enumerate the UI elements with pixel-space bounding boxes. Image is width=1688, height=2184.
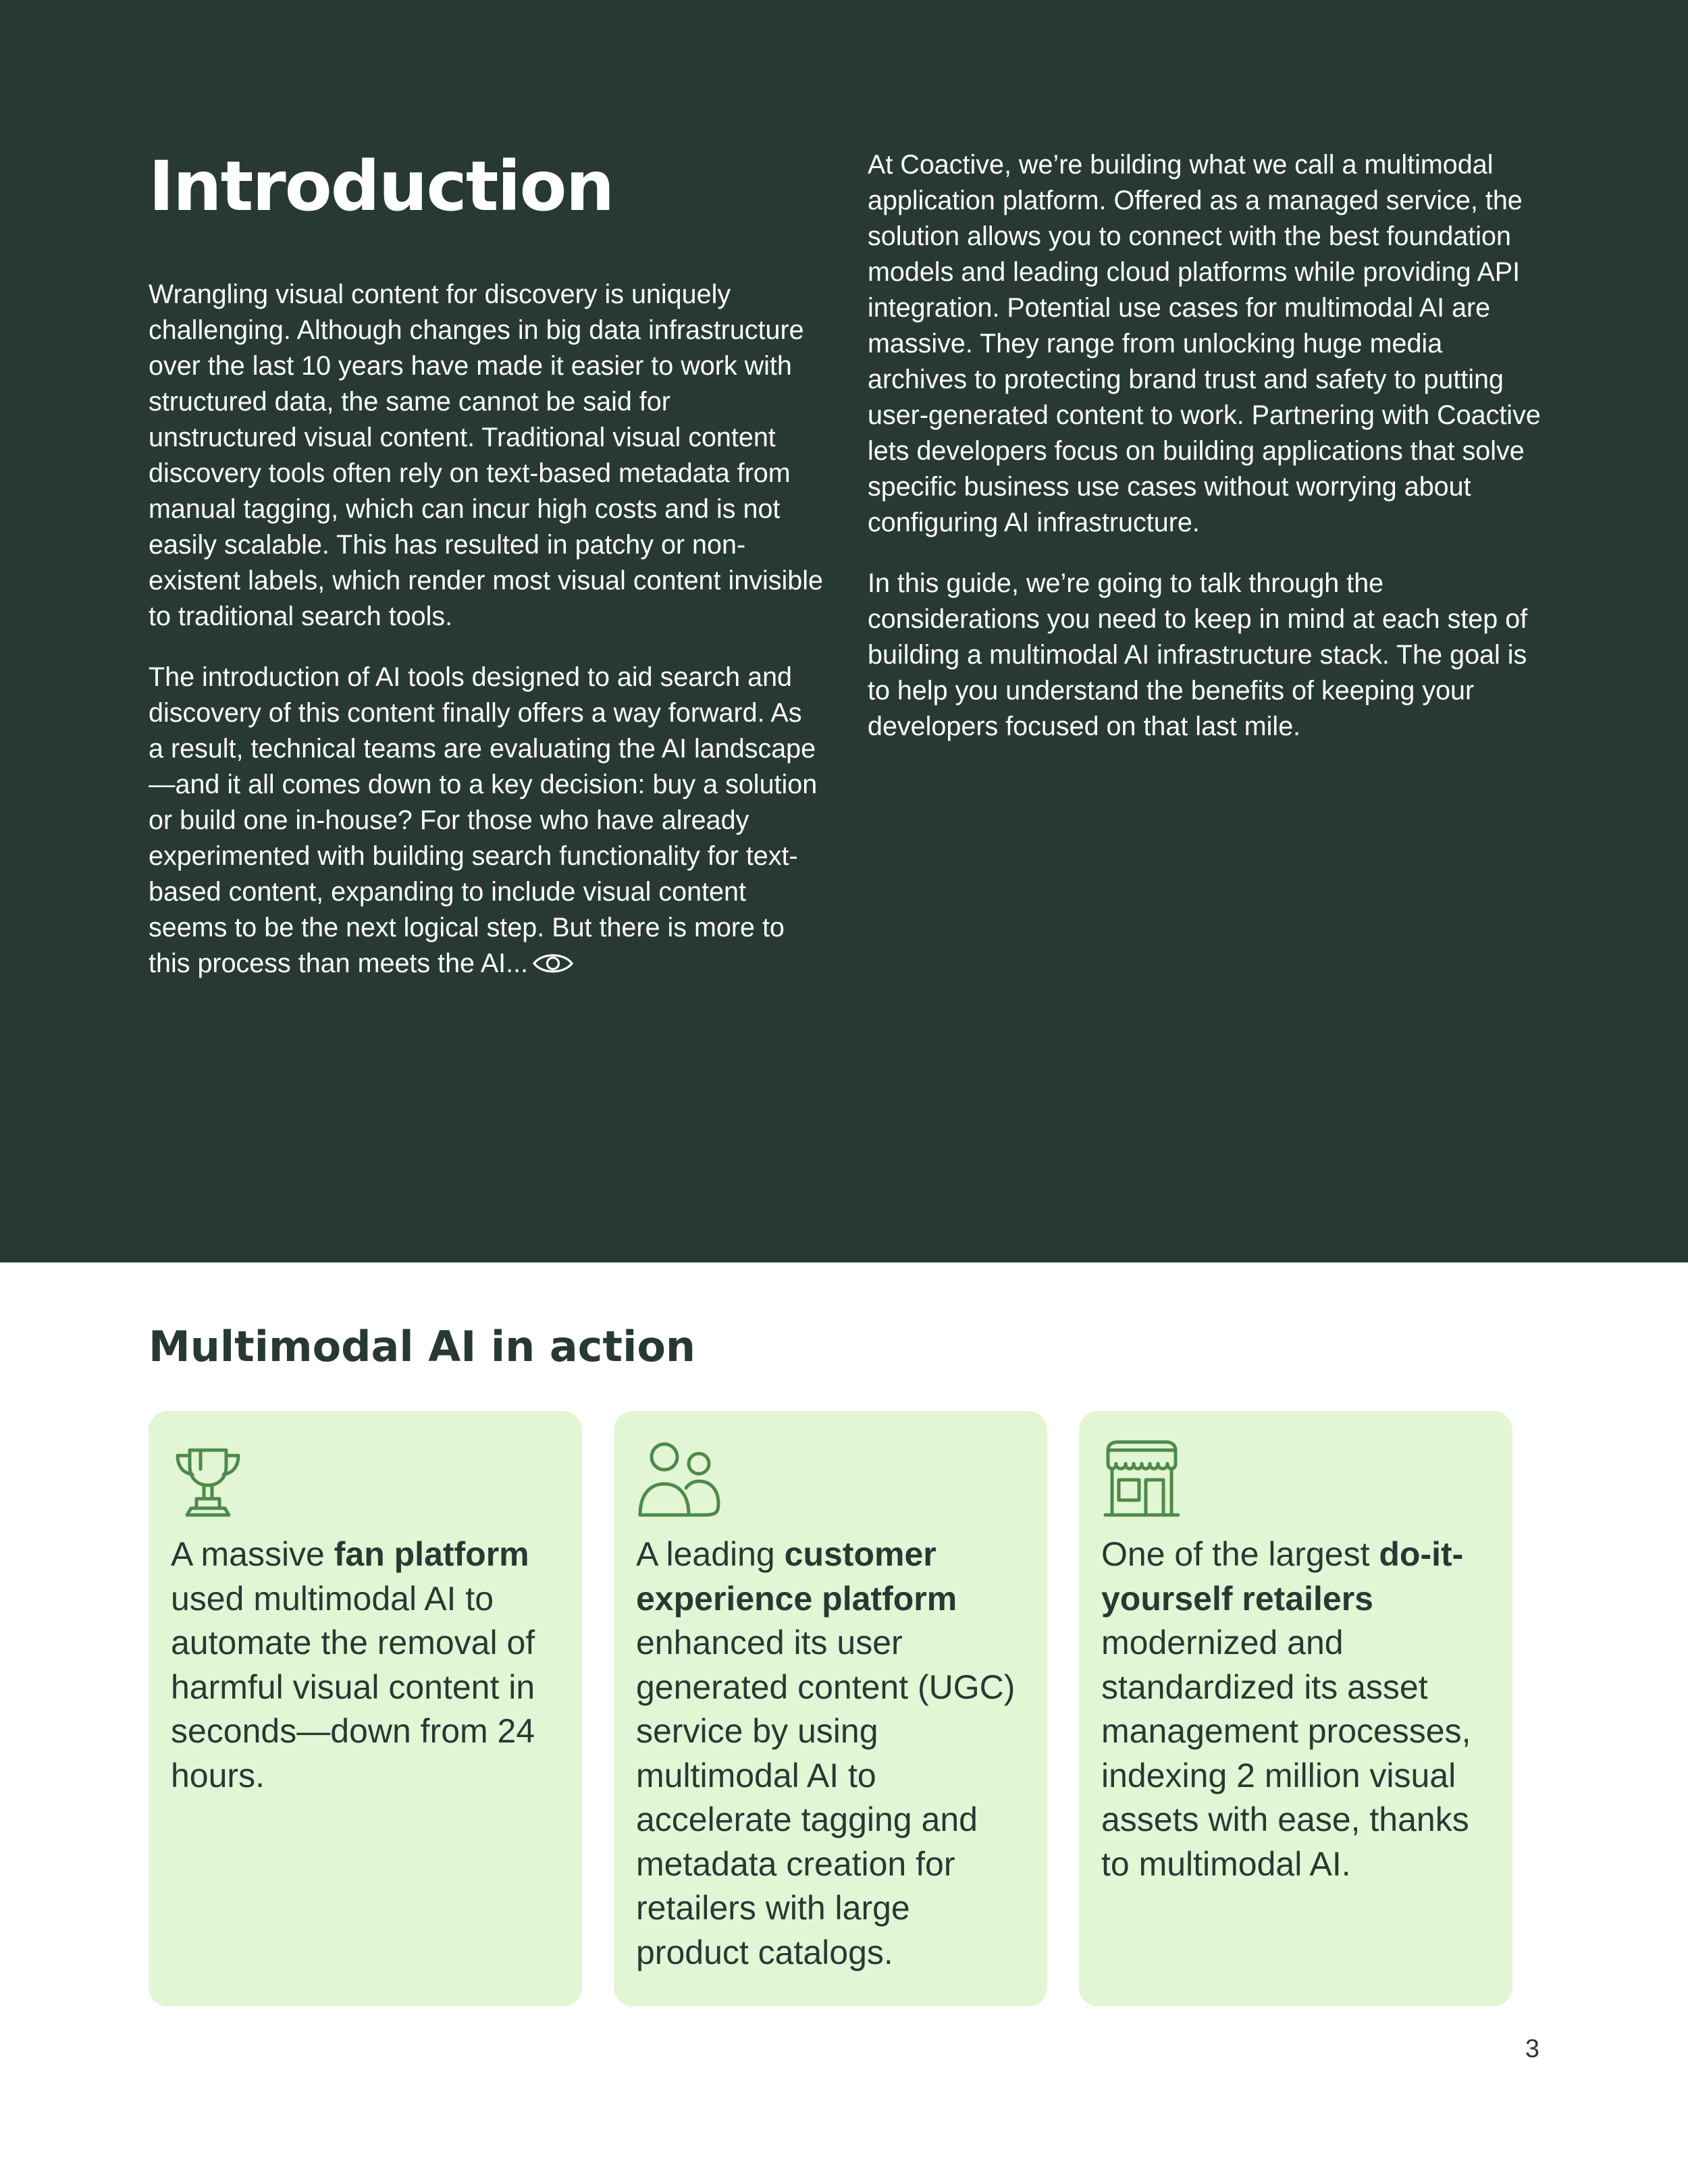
intro-paragraph-with-icon: [149, 660, 824, 986]
intro-left-column: [149, 277, 824, 1011]
trophy-icon: [171, 1439, 562, 1520]
storefront-icon: [1101, 1439, 1492, 1520]
card-text-pre: One of the largest: [1101, 1535, 1379, 1573]
eye-icon: [532, 950, 574, 986]
intro-paragraph: At Coactive, we’re building what we call a multimodal application platform. Offered as a managed service, the solution allows you to connect with the best foundation models and leading cloud platforms while providing API integration. Potential use cases for multimodal AI are massive. They range from unlocking huge media archives to protecting brand trust and safety to putting user-generated content to work. Partnering with Coactive lets developers focus on building applications that solve specific business use cases without worrying about configuring AI infrastructure.: [868, 150, 1541, 537]
users-icon: [636, 1439, 1027, 1520]
card-text-post: used multimodal AI to automate the removal of harmful visual content in seconds—down from 24 hours.: [171, 1579, 535, 1794]
card-text-pre: A massive: [171, 1535, 334, 1573]
intro-paragraph: Wrangling visual content for discovery is uniquely challenging. Although changes in big data infrastructure over the last 10 years have made it easier to work with structured data, the same cannot be said for unstructured visual content. Traditional visual content discovery tools often rely on text-based metadata from manual tagging, which can incur high costs and is not easily scalable. This has resulted in patchy or non-existent labels, which render most visual content invisible to traditional search tools.: [149, 279, 823, 631]
section-title: Multimodal AI in action: [149, 1322, 696, 1371]
card-text: [171, 1533, 562, 1798]
intro-paragraph-text: The introduction of AI tools designed to aid search and discovery of this content finally offers a way forward. As a result, technical teams are evaluating the AI landscape—and it all comes down to a key decision: buy a solution or build one in-house? For those who have already experimented with building search functionality for text-based content, expanding to include visual content seems to be the next logical step. But there is more to this process than meets the AI...: [149, 662, 818, 978]
intro-right-column: [868, 147, 1543, 770]
card-text: [636, 1533, 1027, 1975]
card-text-bold: do-it-yourself retailers: [1101, 1535, 1464, 1618]
use-case-card: [149, 1411, 582, 2006]
use-case-card: [1079, 1411, 1512, 2006]
card-text: [1101, 1533, 1492, 1886]
card-text-post: enhanced its user generated content (UGC) service by using multimodal AI to accelerate tagging and metadata creation for retailers with large product catalogs.: [636, 1624, 1016, 1971]
card-text-post: modernized and standardized its asset management processes, indexing 2 million visual assets with ease, thanks to multimodal AI.: [1101, 1624, 1471, 1883]
intro-title: Introduction: [149, 147, 614, 227]
use-case-card: [614, 1411, 1047, 2006]
card-text-bold: customer experience platform: [636, 1535, 957, 1618]
card-text-bold: fan platform: [334, 1535, 529, 1573]
page-number: 3: [1525, 2035, 1539, 2063]
intro-paragraph: In this guide, we’re going to talk through the considerations you need to keep in mind at each step of building a multimodal AI infrastructure stack. The goal is to help you understand the benefits of keeping your developers focused on that last mile.: [868, 568, 1528, 741]
card-text-pre: A leading: [636, 1535, 785, 1573]
